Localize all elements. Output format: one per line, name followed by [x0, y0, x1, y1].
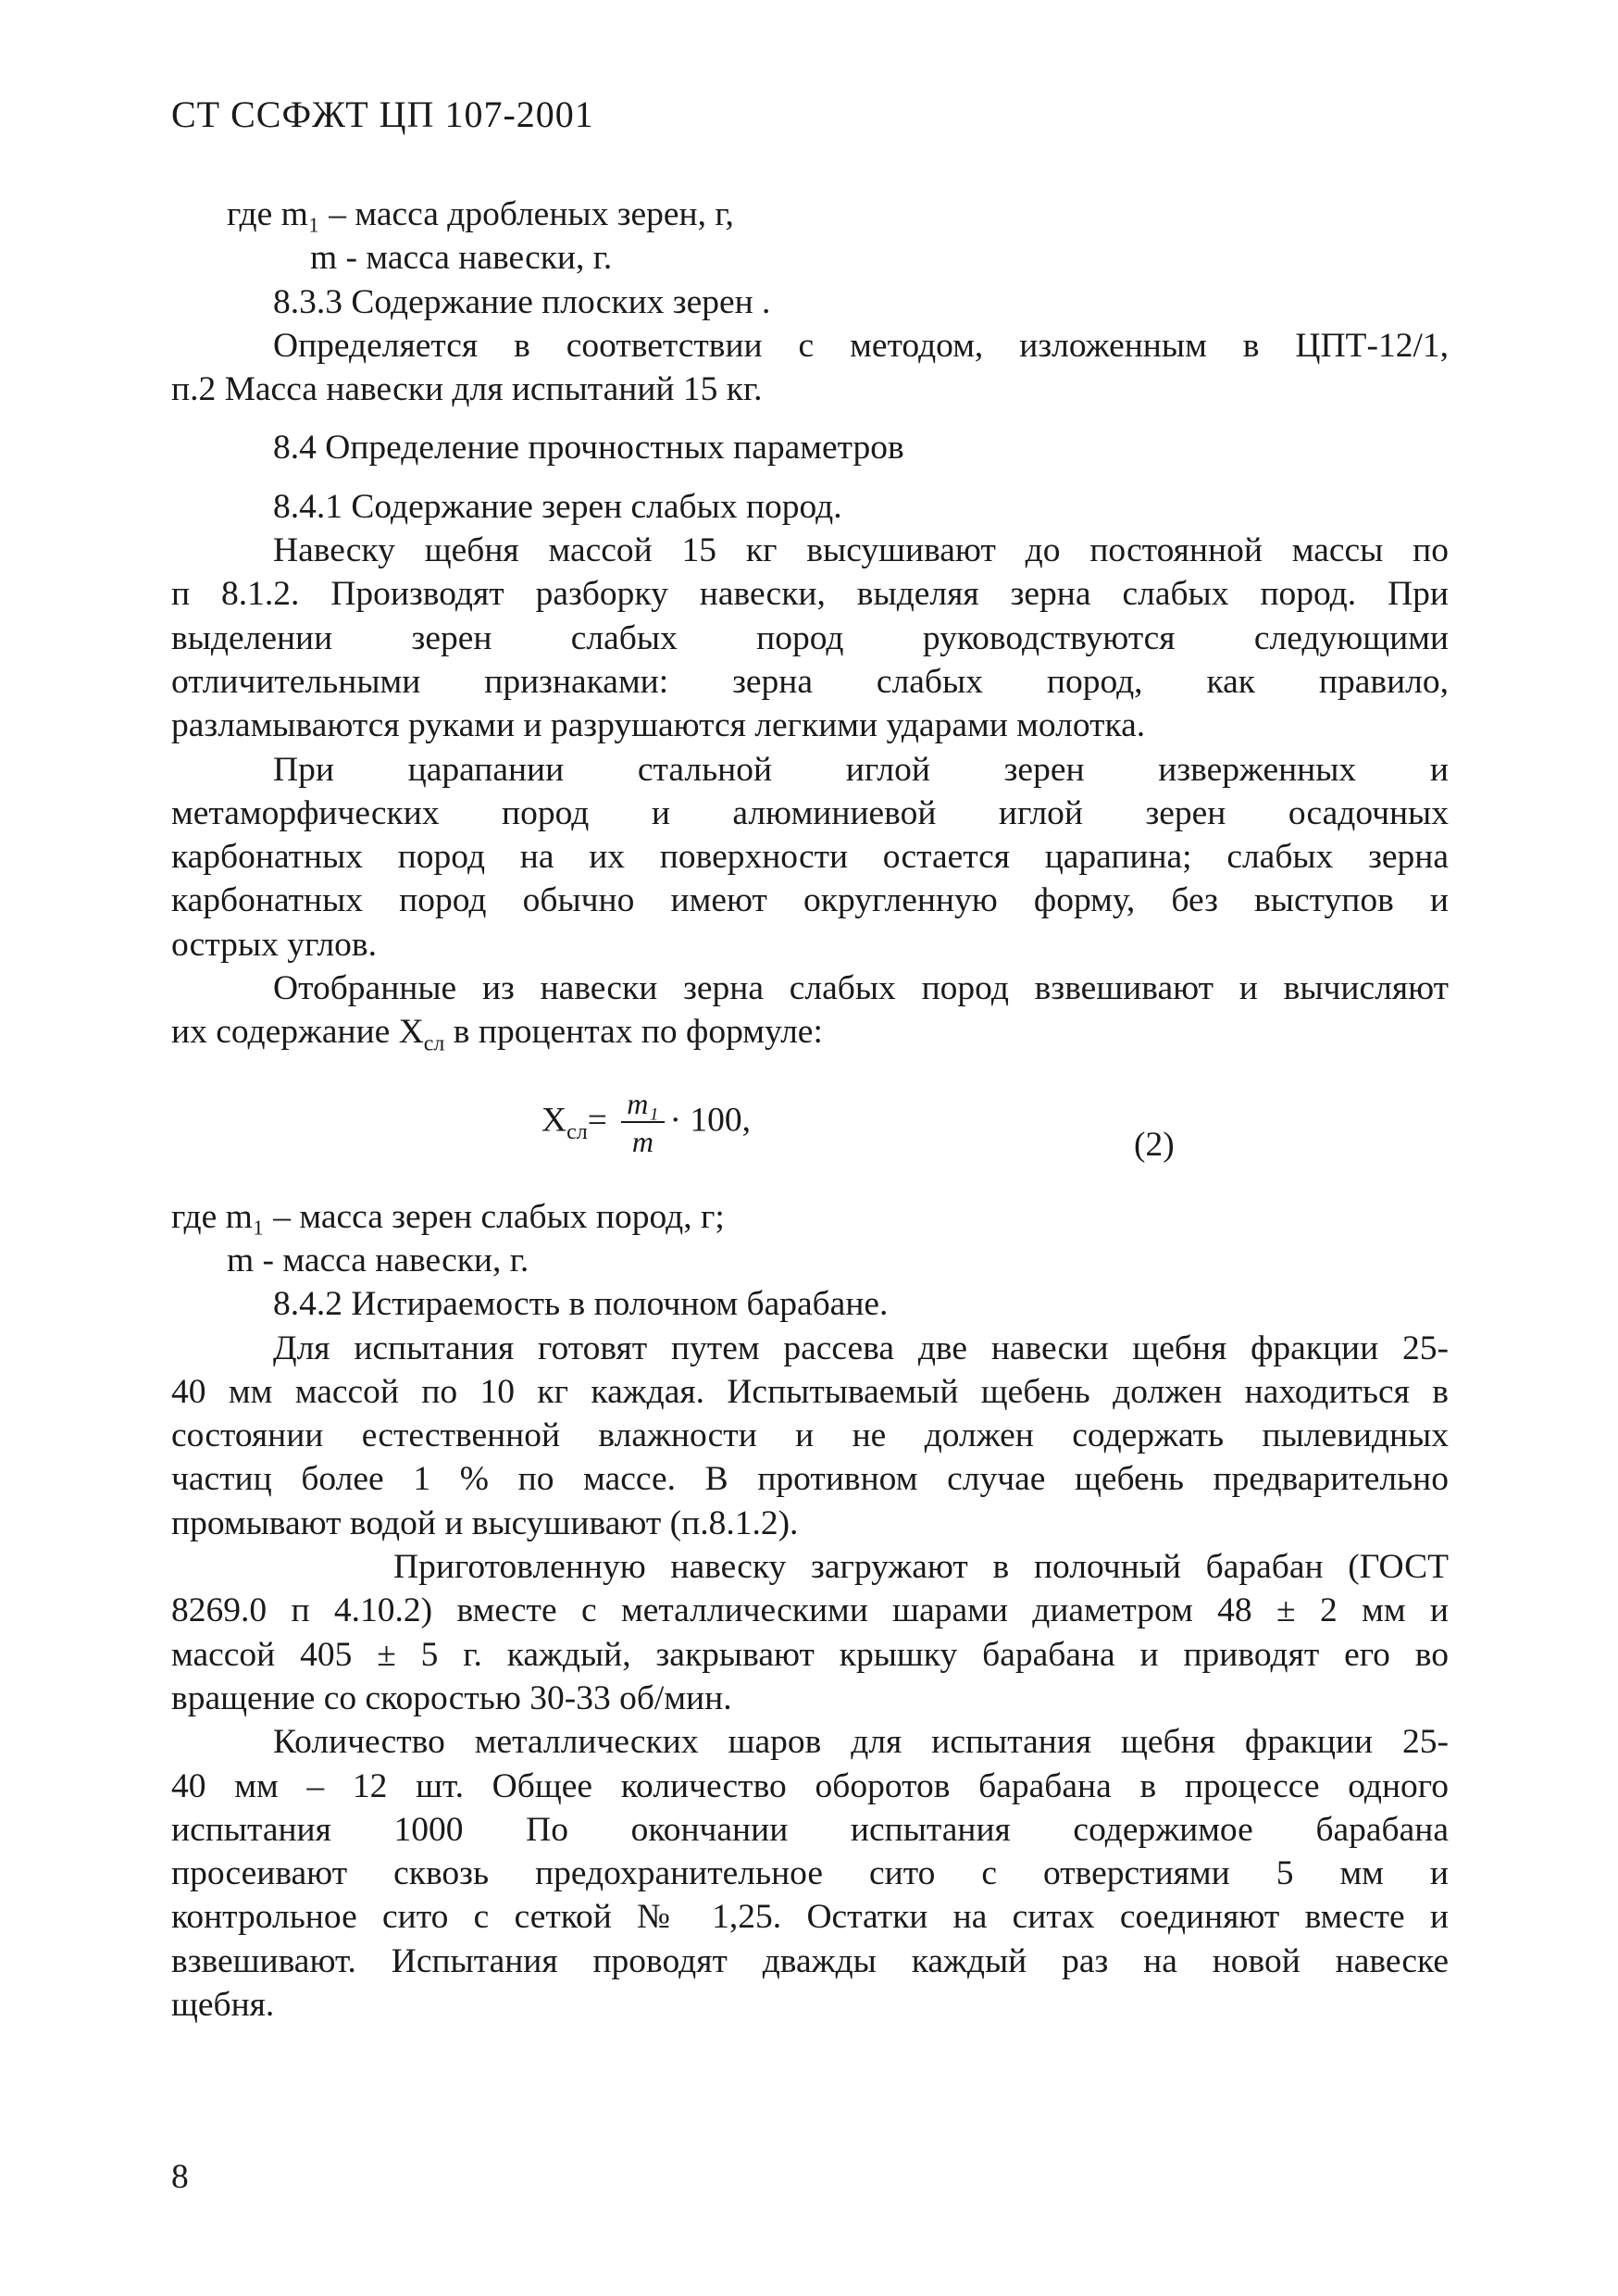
text-line: карбонатных пород обычно имеют округленную форму, без выступов и	[171, 881, 1449, 920]
text-line: 40 мм – 12 шт. Общее количество оборотов барабана в процессе одного	[171, 1766, 1449, 1805]
text-line: Отобранные из навески зерна слабых пород взвешивают и вычисляют	[273, 969, 1449, 1008]
section-heading: 8.4 Определение прочностных параметров	[273, 429, 904, 468]
text-fragment: их содержание X	[171, 1013, 424, 1052]
formula-2	[171, 1075, 1449, 1186]
section-heading: 8.4.1 Содержание зерен слабых пород.	[273, 487, 842, 526]
document-header: СТ ССФЖТ ЦП 107-2001	[171, 94, 594, 135]
text-fragment: в процентах по формуле:	[444, 1013, 823, 1052]
text-line: разламываются руками и разрушаются легкими ударами молотка.	[171, 706, 1146, 745]
text-line: массой 405 ± 5 г. каждый, закрывают крышку барабана и приводят его во	[171, 1635, 1449, 1674]
text-line: Навеску щебня массой 15 кг высушивают до постоянной массы по	[273, 531, 1449, 570]
formula-lhs: X	[541, 1101, 567, 1140]
text-line: частиц более 1 % по массе. В противном случае щебень предварительно	[171, 1460, 1449, 1499]
text-line: выделении зерен слабых пород руководствуются следующими	[171, 618, 1449, 657]
text-line: Приготовленную навеску загружают в полочный барабан (ГОСТ	[393, 1548, 1449, 1587]
text-line: 8269.0 п 4.10.2) вместе с металлическими шарами диаметром 48 ± 2 мм и	[171, 1591, 1449, 1630]
text-line: 40 мм массой по 10 кг каждая. Испытываемый щебень должен находиться в	[171, 1372, 1449, 1411]
text-line: острых углов.	[171, 925, 378, 964]
text-line: просеивают сквозь предохранительное сито с отверстиями 5 мм и	[171, 1854, 1449, 1893]
text-line: взвешивают. Испытания проводят дважды каждый раз на новой навеске	[171, 1941, 1449, 1980]
text-line: вращение со скоростью 30-33 об/мин.	[171, 1678, 732, 1717]
text-line: промывают водой и высушивают (п.8.1.2).	[171, 1504, 799, 1542]
text-line: где m₁ – масса дробленых зерен, г,	[227, 195, 734, 233]
section-heading: 8.3.3 Содержание плоских зерен .	[273, 282, 771, 321]
text-line: п 8.1.2. Производят разборку навески, выделяя зерна слабых пород. При	[171, 575, 1449, 614]
text-line: При царапании стальной иглой зерен изверженных и	[273, 750, 1449, 789]
text-line: отличительными признаками: зерна слабых пород, как правило,	[171, 662, 1449, 701]
text-line: Количество металлических шаров для испытания щебня фракции 25-	[273, 1723, 1449, 1762]
text-line: контрольное сито с сеткой № 1,25. Остатки на ситах соединяют вместе и	[171, 1898, 1449, 1937]
text-line: где m₁ – масса зерен слабых пород, г;	[171, 1197, 725, 1236]
text-line	[171, 1010, 1449, 1054]
text-line: Определяется в соответствии с методом, изложенным в ЦПТ-12/1,	[273, 326, 1449, 365]
text-line: метаморфических пород и алюминиевой иглой зерен осадочных	[171, 793, 1449, 832]
formula-lhs-subscript: сл	[566, 1119, 588, 1144]
text-line: Для испытания готовят путем рассева две навески щебня фракции 25-	[273, 1329, 1449, 1367]
formula-rhs: · 100,	[669, 1101, 751, 1140]
page-number: 8	[171, 2158, 189, 2196]
text-line: состоянии естественной влажности и не должен содержать пылевидных	[171, 1416, 1449, 1455]
formula-expression	[541, 1086, 751, 1160]
formula-fraction	[621, 1086, 664, 1160]
text-line: щебня.	[171, 1985, 275, 2024]
text-line: m - масса навески, г.	[310, 239, 613, 278]
section-heading: 8.4.2 Истираемость в полочном барабане.	[273, 1285, 889, 1324]
text-line: п.2 Масса навески для испытаний 15 кг.	[171, 370, 763, 409]
formula-number: (2)	[1134, 1125, 1175, 1164]
formula-equals: =	[587, 1101, 616, 1140]
text-line: карбонатных пород на их поверхности остается царапина; слабых зерна	[171, 838, 1449, 877]
text-line: m - масса навески, г.	[227, 1241, 529, 1279]
text-line: испытания 1000 По окончании испытания содержимое барабана	[171, 1810, 1449, 1849]
subscript: сл	[423, 1031, 445, 1056]
body-text	[171, 193, 1449, 2027]
formula-numerator: m₁	[621, 1086, 664, 1123]
formula-denominator: m	[631, 1124, 653, 1158]
